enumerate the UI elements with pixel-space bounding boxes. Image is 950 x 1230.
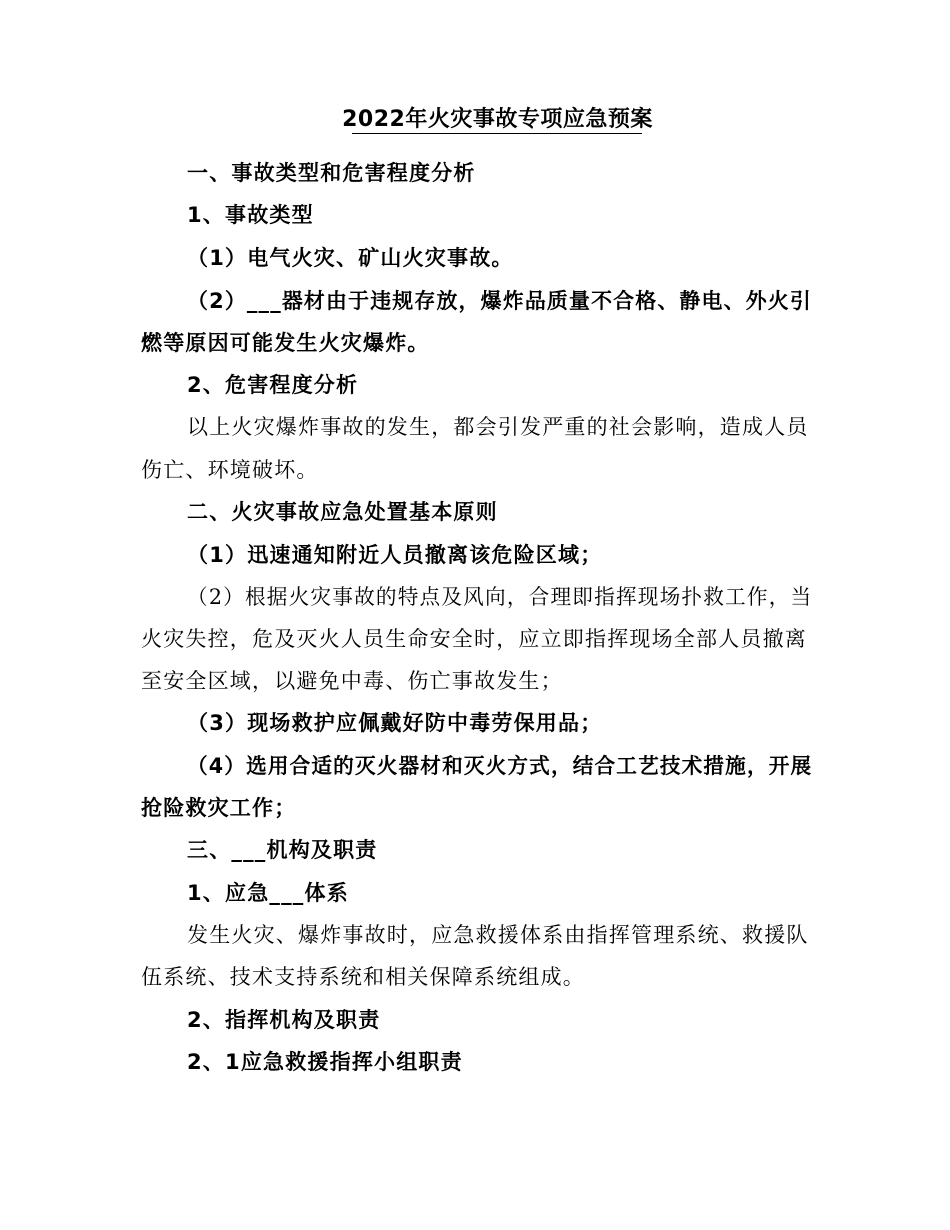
paragraph-line: 火灾失控，危及灭火人员生命安全时，应立即指挥现场全部人员撤离 bbox=[141, 627, 807, 651]
paragraph-line: （1）迅速通知附近人员撤离该危险区域； bbox=[187, 543, 603, 567]
section-heading-1: 一、事故类型和危害程度分析 bbox=[187, 161, 476, 185]
title-underline bbox=[352, 133, 642, 134]
paragraph-line: （4）选用合适的灭火器材和灭火方式，结合工艺技术措施，开展 bbox=[187, 754, 813, 778]
section-heading-3: 三、___机构及职责 bbox=[187, 838, 378, 862]
paragraph-line: 以上火灾爆炸事故的发生，都会引发严重的社会影响，造成人员 bbox=[187, 415, 809, 439]
paragraph-line: 至安全区域，以避免中毒、伤亡事故发生； bbox=[141, 669, 563, 693]
subsection-heading-command-duties: 2、1应急救援指挥小组职责 bbox=[187, 1050, 463, 1074]
document-title: 2022年火灾事故专项应急预案 bbox=[342, 107, 653, 132]
paragraph-line: 燃等原因可能发生火灾爆炸。 bbox=[141, 331, 430, 355]
subsection-heading-system: 1、应急___体系 bbox=[187, 881, 349, 905]
paragraph-line: 发生火灾、爆炸事故时，应急救援体系由指挥管理系统、救援队 bbox=[187, 923, 809, 947]
paragraph-line: （1）电气火灾、矿山火灾事故。 bbox=[187, 246, 514, 270]
paragraph-line: （3）现场救护应佩戴好防中毒劳保用品； bbox=[187, 711, 603, 735]
paragraph-line: 抢险救灾工作； bbox=[141, 796, 297, 820]
paragraph-line: 伍系统、技术支持系统和相关保障系统组成。 bbox=[141, 965, 585, 989]
paragraph-line: 伤亡、环境破坏。 bbox=[141, 458, 319, 482]
section-heading-2: 二、火灾事故应急处置基本原则 bbox=[187, 500, 498, 524]
paragraph-line: （2）根据火灾事故的特点及风向，合理即指挥现场扑救工作，当 bbox=[187, 585, 813, 609]
subsection-heading-accident-types: 1、事故类型 bbox=[187, 203, 314, 227]
subsection-heading-command: 2、指挥机构及职责 bbox=[187, 1008, 381, 1032]
paragraph-line: （2）___器材由于违规存放，爆炸品质量不合格、静电、外火引 bbox=[187, 289, 812, 313]
subsection-heading-hazard-analysis: 2、危害程度分析 bbox=[187, 373, 359, 397]
